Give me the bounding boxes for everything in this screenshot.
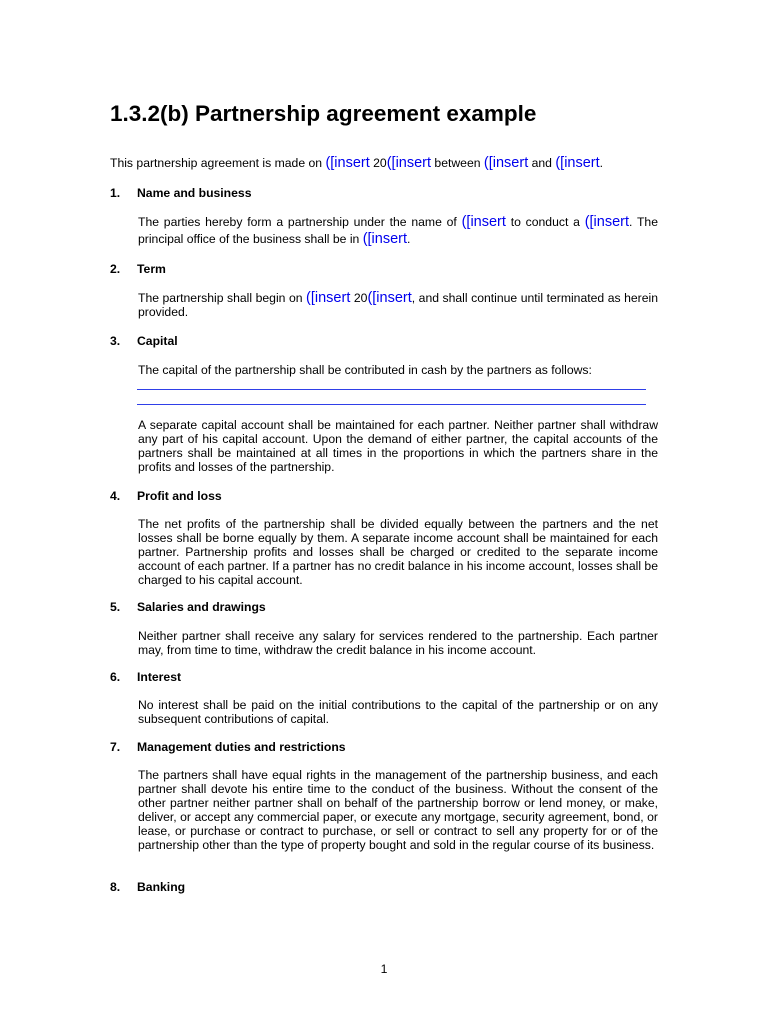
insert-placeholder: ([insert: [483, 155, 529, 171]
section-heading-management-duties: [110, 740, 346, 754]
section-title: Banking: [137, 880, 186, 894]
insert-placeholder: ([insert: [461, 214, 506, 230]
section-heading-interest: [110, 670, 181, 684]
section-heading-capital: [110, 334, 178, 348]
paragraph-text: The partnership shall begin on: [138, 291, 307, 305]
section-title: Interest: [137, 670, 182, 684]
section-number: 5.: [110, 600, 121, 614]
paragraph-text: 20: [350, 291, 368, 305]
section-title: Profit and loss: [137, 489, 222, 503]
intro-text: .: [599, 156, 604, 170]
intro-text: This partnership agreement is made on: [110, 156, 326, 170]
intro-paragraph: [110, 155, 603, 171]
paragraph-text: to conduct a: [505, 215, 585, 229]
section-number: 1.: [110, 186, 121, 200]
section-paragraph: The capital of the partnership shall be contributed in cash by the partners as follows:: [138, 363, 592, 377]
section-heading-banking: [110, 880, 185, 894]
insert-placeholder: ([insert: [555, 155, 600, 171]
section-paragraph: [138, 214, 658, 248]
intro-text: 20: [369, 156, 387, 170]
section-heading-profit-and-loss: [110, 489, 222, 503]
section-title: Term: [137, 262, 166, 276]
section-heading-salaries-and-drawings: [110, 600, 266, 614]
section-paragraph: A separate capital account shall be maintained for each partner. Neither partner shall withdraw any part of his capital account. Upon the demand of either partner, the capital accounts of the partners shall be maintained at all times in the proportions in which the partners share in the profits and losses of the partnership.: [138, 418, 658, 475]
section-paragraph: Neither partner shall receive any salary for services rendered to the partnership. Each partner may, from time to time, withdraw the credit balance in his income account.: [138, 629, 658, 658]
insert-placeholder: ([insert: [584, 214, 630, 230]
section-title: Salaries and drawings: [137, 600, 266, 614]
section-heading-name-and-business: [110, 186, 251, 200]
insert-placeholder: ([insert: [367, 290, 412, 306]
section-number: 4.: [110, 489, 121, 503]
paragraph-text: The parties hereby form a partnership under the name of: [138, 215, 462, 229]
section-number: 2.: [110, 262, 121, 276]
section-number: 7.: [110, 740, 121, 754]
section-heading-term: [110, 262, 166, 276]
section-paragraph: The partners shall have equal rights in the management of the partnership business, and each partner shall devote his entire time to the conduct of the business. Without the consent of the other partner neither partner shall on behalf of the partnership borrow or lend money, or make, deliver, or accept any commercial paper, or execute any mortgage, security agreement, bond, or lease, or purchase or contract to purchase, or sell or contract to sell any property for or of the partnership other than the type of property bought and sold in the regular course of its business.: [138, 768, 658, 853]
blank-fill-line: [137, 404, 646, 405]
section-paragraph: No interest shall be paid on the initial contributions to the capital of the partnership or on any subsequent contributions of capital.: [138, 698, 658, 727]
section-title: Name and business: [137, 186, 252, 200]
insert-placeholder: ([insert: [386, 155, 432, 171]
blank-fill-line: [137, 389, 646, 390]
section-number: 3.: [110, 334, 121, 348]
insert-placeholder: ([insert: [325, 155, 370, 171]
section-title: Capital: [137, 334, 178, 348]
section-number: 8.: [110, 880, 121, 894]
page-title: 1.3.2(b) Partnership agreement example: [110, 101, 537, 126]
section-paragraph: [138, 291, 658, 319]
page-number: 1: [380, 962, 388, 976]
intro-text: between: [431, 156, 484, 170]
paragraph-text: . The principal office of the business shall be in: [138, 215, 658, 246]
paragraph-text: .: [407, 232, 411, 246]
section-paragraph: The net profits of the partnership shall be divided equally between the partners and the net losses shall be borne equally by them. A separate income account shall be maintained for each partner. Partnership profits and losses shall be charged or credited to the separate income account of each partner. If a partner has no credit balance in his income account, losses shall be charged to his capital account.: [138, 517, 658, 588]
section-title: Management duties and restrictions: [137, 740, 346, 754]
section-number: 6.: [110, 670, 121, 684]
insert-placeholder: ([insert: [362, 231, 408, 247]
intro-text: and: [528, 156, 556, 170]
paragraph-text: , and shall continue until terminated as herein provided.: [138, 291, 658, 320]
insert-placeholder: ([insert: [306, 290, 351, 306]
